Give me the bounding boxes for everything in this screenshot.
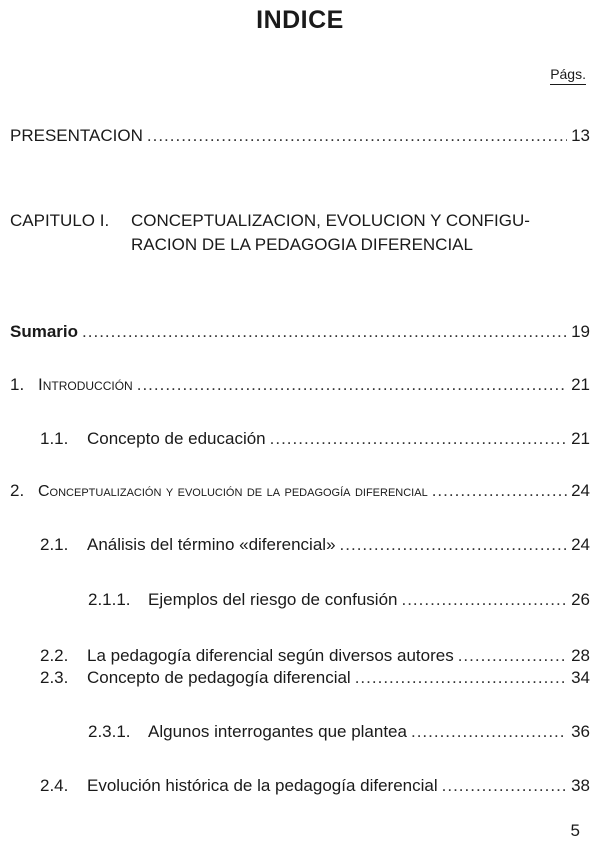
toc-leader-dots	[355, 668, 567, 688]
page-title: INDICE	[256, 6, 344, 34]
toc-entry-page: 26	[571, 590, 590, 609]
pages-column-header: Págs.	[550, 66, 586, 85]
toc-leader-dots	[82, 322, 567, 342]
chapter-heading	[10, 209, 530, 257]
toc-leader-dots	[340, 535, 568, 555]
toc-entry-1-1[interactable]	[40, 429, 590, 449]
toc-entry-presentacion[interactable]	[10, 126, 590, 146]
toc-entry-page: 13	[571, 126, 590, 145]
toc-entry-page: 21	[571, 375, 590, 394]
toc-leader-dots	[432, 481, 567, 501]
toc-entry-number: 2.3.1.	[88, 722, 131, 741]
toc-entry-label: PRESENTACION	[10, 126, 143, 145]
toc-leader-dots	[137, 375, 567, 395]
chapter-prefix: CAPITULO I.	[10, 211, 110, 230]
toc-entry-number: 2.3.	[40, 668, 69, 687]
toc-entry-page: 24	[571, 535, 590, 554]
toc-entry-page: 24	[571, 481, 590, 500]
toc-entry-label: Conceptualización y evolución de la pedagogía diferencial	[38, 483, 428, 500]
toc-leader-dots	[401, 590, 567, 610]
toc-entry-2[interactable]	[10, 481, 590, 501]
toc-leader-dots	[270, 429, 567, 449]
toc-entry-label: Introducción	[38, 375, 133, 394]
toc-entry-number: 2.1.	[40, 535, 69, 554]
toc-entry-number: 2.2.	[40, 646, 69, 665]
toc-entry-2-3-1[interactable]	[88, 722, 590, 742]
toc-entry-2-1-1[interactable]	[88, 590, 590, 610]
toc-leader-dots	[411, 722, 567, 742]
page-number: 5	[570, 821, 580, 840]
toc-entry-2-4[interactable]	[40, 776, 590, 796]
toc-entry-page: 19	[571, 322, 590, 341]
toc-entry-label: Algunos interrogantes que plantea	[148, 722, 407, 741]
toc-entry-2-1[interactable]	[40, 535, 590, 555]
toc-entry-number: 2.1.1.	[88, 590, 131, 609]
toc-entry-label: Ejemplos del riesgo de confusión	[148, 590, 398, 609]
toc-entry-label: Concepto de pedagogía diferencial	[87, 668, 351, 687]
toc-entry-label: Sumario	[10, 322, 79, 341]
toc-entry-2-3[interactable]	[40, 668, 590, 688]
toc-entry-number: 2.4.	[40, 776, 69, 795]
toc-entry-sumario[interactable]	[10, 322, 590, 342]
toc-entry-page: 38	[571, 776, 590, 795]
toc-entry-page: 36	[571, 722, 590, 741]
toc-entry-page: 21	[571, 429, 590, 448]
toc-entry-number: 1.	[10, 375, 25, 394]
toc-leader-dots	[458, 646, 567, 666]
chapter-title-line-1: CONCEPTUALIZACION, EVOLUCION Y CONFIGU-	[131, 211, 530, 230]
toc-entry-label: Concepto de educación	[87, 429, 266, 448]
toc-entry-2-2[interactable]	[40, 646, 590, 666]
toc-entry-page: 34	[571, 668, 590, 687]
toc-entry-label: Análisis del término «diferencial»	[87, 535, 336, 554]
toc-leader-dots	[147, 126, 567, 146]
chapter-title-line-2: RACION DE LA PEDAGOGIA DIFERENCIAL	[131, 235, 473, 254]
toc-entry-number: 2.	[10, 481, 25, 500]
toc-leader-dots	[442, 776, 567, 796]
toc-entry-label: Evolución histórica de la pedagogía diferencial	[87, 776, 438, 795]
toc-entry-1[interactable]	[10, 375, 590, 395]
toc-entry-label: La pedagogía diferencial según diversos autores	[87, 646, 454, 665]
toc-entry-page: 28	[571, 646, 590, 665]
toc-entry-number: 1.1.	[40, 429, 69, 448]
